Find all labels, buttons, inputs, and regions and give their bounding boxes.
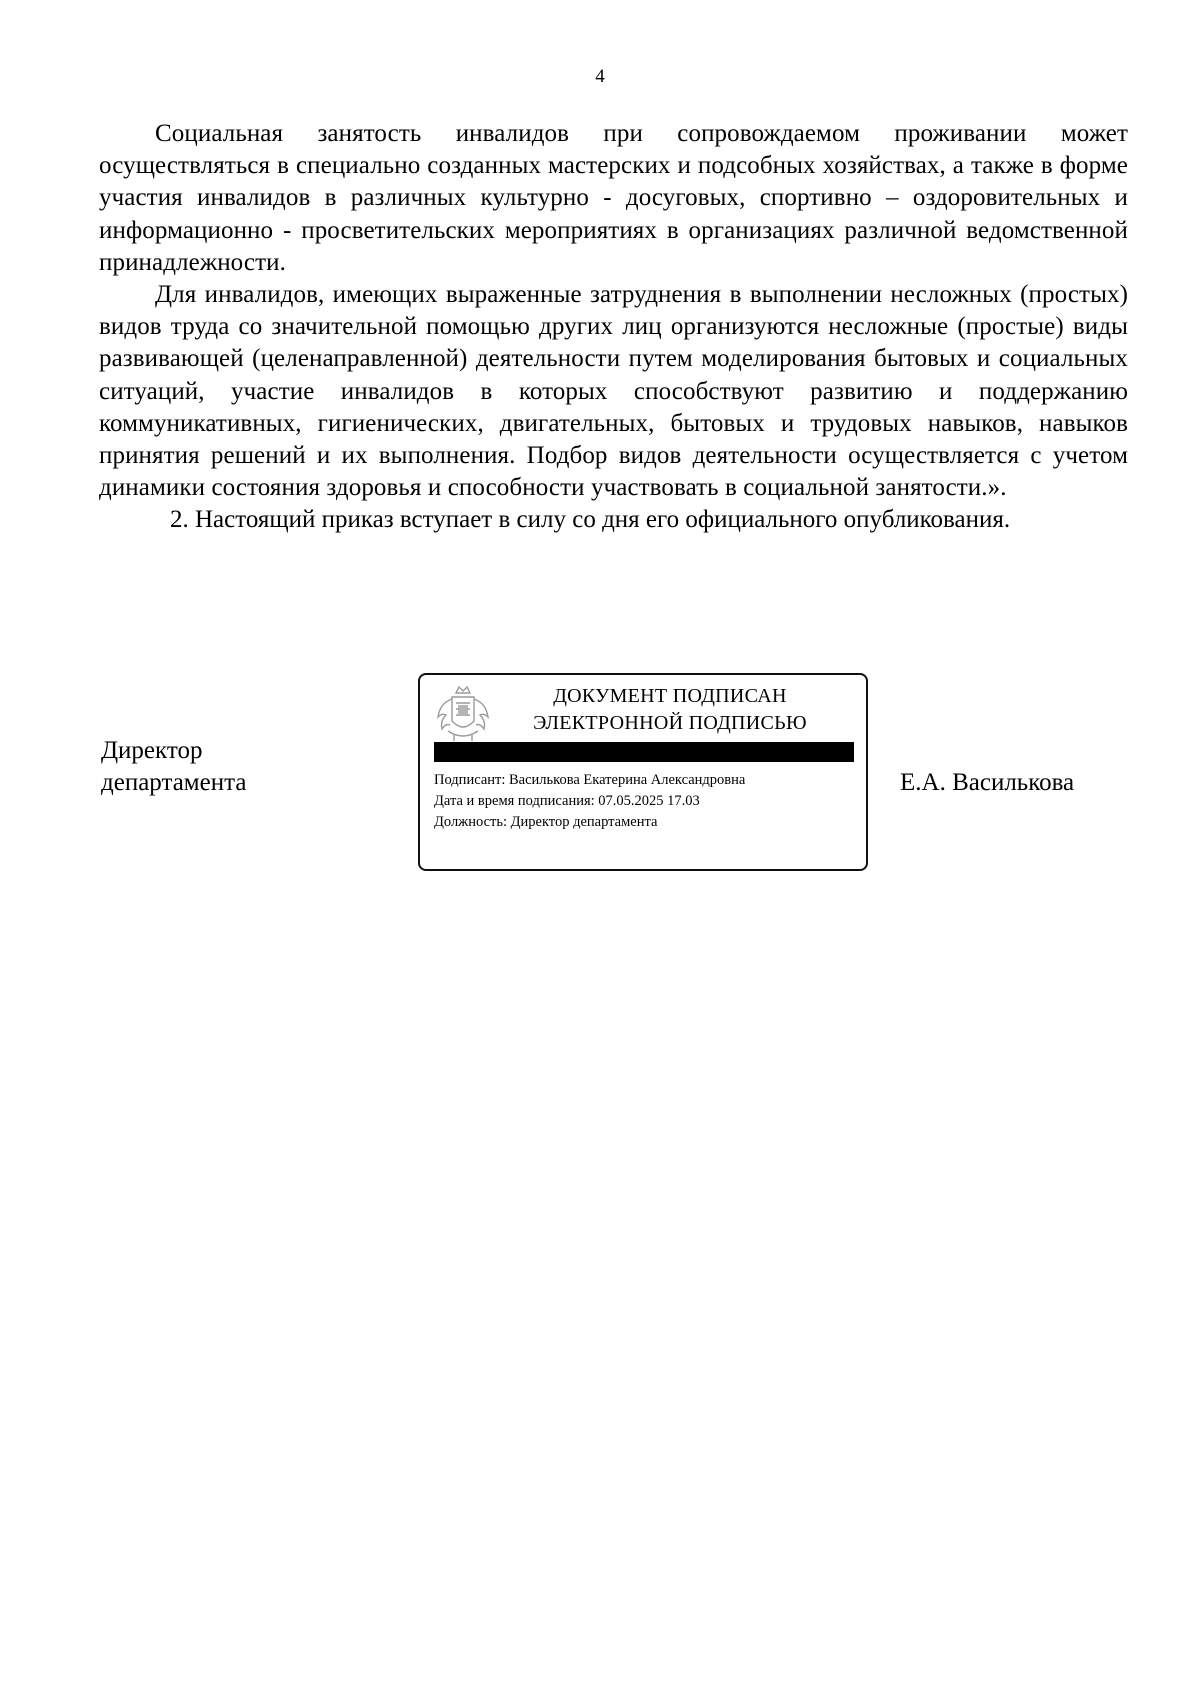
stamp-datetime: Дата и время подписания: 07.05.2025 17.03 bbox=[434, 793, 700, 809]
paragraph-social-employment: Социальная занятость инвалидов при сопровождаемом проживании может осуществляться в специально созданных мастерских и подсобных хозяйствах, а также в форме участия инвалидов в различных культурно - досуговых, спортивно – оздоровительных и информационно - просветительских мероприятиях в организациях различной ведомственной принадлежности. bbox=[99, 120, 1128, 276]
electronic-signature-stamp bbox=[418, 673, 868, 871]
certificate-redaction-bar bbox=[434, 742, 854, 762]
stamp-header-line1: ДОКУМЕНТ ПОДПИСАН bbox=[553, 685, 787, 707]
signer-name: Е.А. Василькова bbox=[900, 769, 1075, 796]
page-number: 4 bbox=[595, 66, 605, 87]
signer-title-line1: Директор bbox=[101, 737, 203, 764]
stamp-header-line2: ЭЛЕКТРОННОЙ ПОДПИСЬЮ bbox=[533, 712, 807, 734]
stamp-header bbox=[480, 683, 860, 737]
paragraph-effective-date: 2. Настоящий приказ вступает в силу со дня его официального опубликования. bbox=[170, 506, 1011, 534]
stamp-position: Должность: Директор департамента bbox=[434, 814, 658, 830]
stamp-signer: Подписант: Василькова Екатерина Александровна bbox=[434, 772, 746, 788]
signer-title-line2: департамента bbox=[101, 769, 247, 796]
document-body bbox=[99, 118, 1128, 537]
stamp-details bbox=[434, 770, 745, 833]
paragraph-simple-activities: Для инвалидов, имеющих выраженные затруднения в выполнении несложных (простых) видов труда со значительной помощью других лиц организуются несложные (простые) виды развивающей (целенаправленной) деятельности путем моделирования бытовых и социальных ситуаций, участие инвалидов в которых способствуют развитию и поддержанию коммуникативных, гигиенических, двигательных, бытовых и трудовых навыков, навыков принятия решений и их выполнения. Подбор видов деятельности осуществляется с учетом динамики состояния здоровья и способности участвовать в социальной занятости.». bbox=[99, 281, 1128, 502]
signer-title bbox=[101, 735, 246, 799]
